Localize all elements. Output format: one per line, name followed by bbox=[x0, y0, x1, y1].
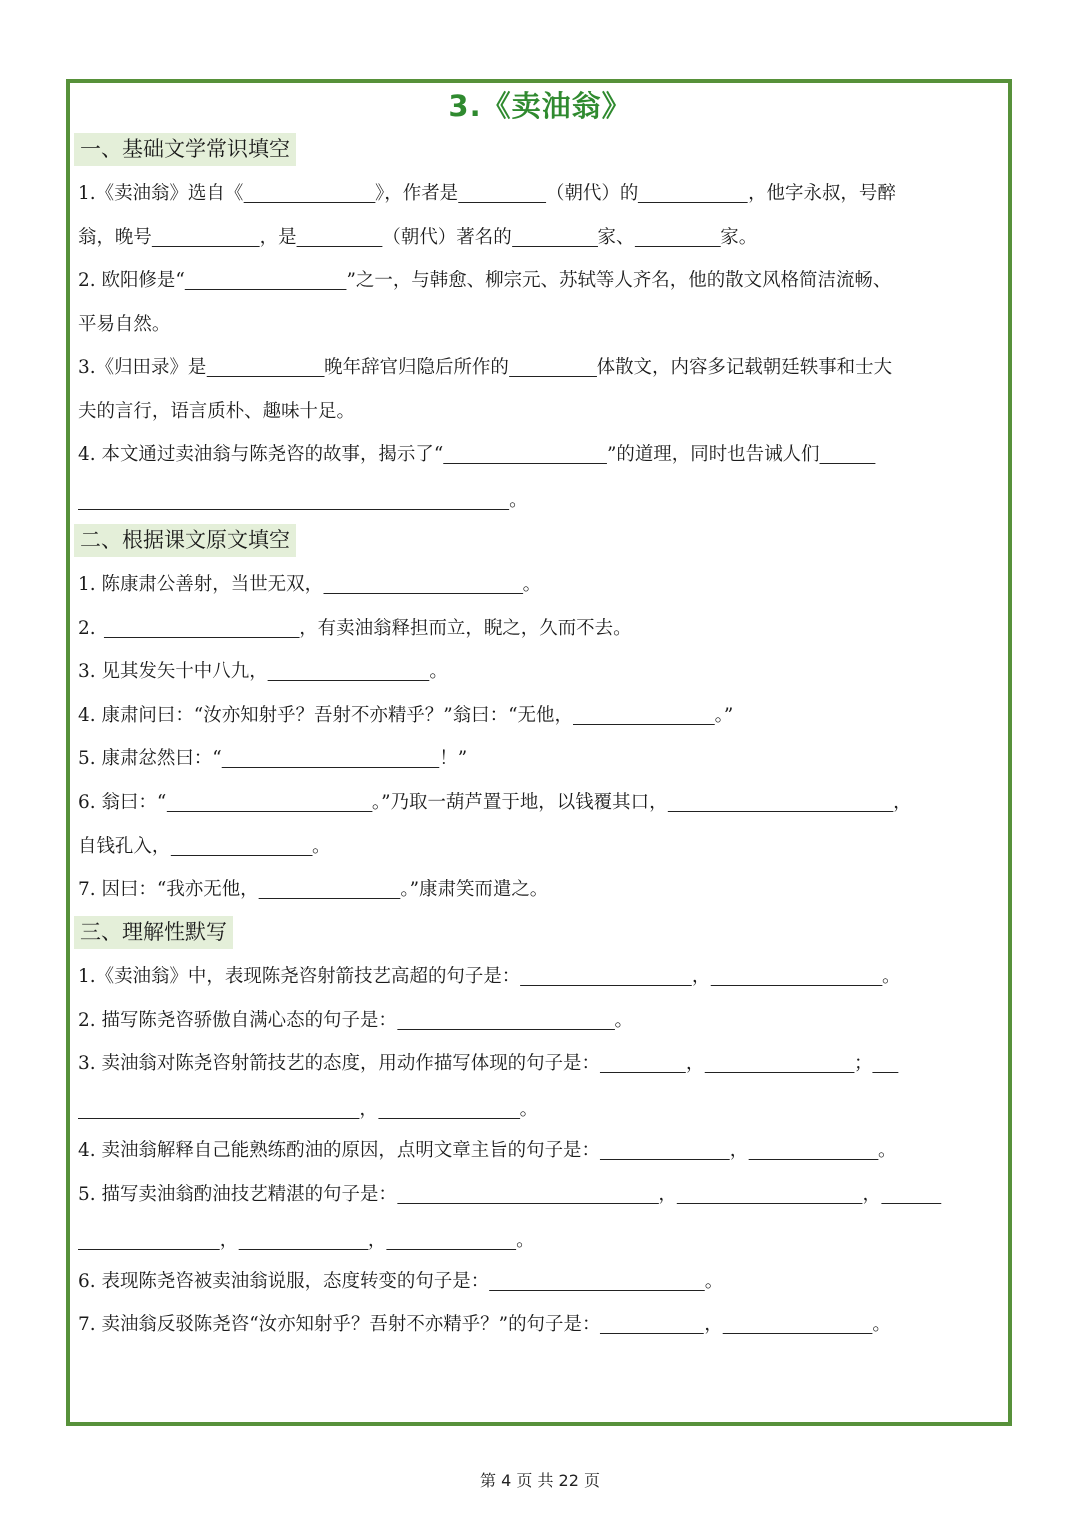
answer-blank[interactable] bbox=[819, 443, 875, 464]
answer-blank[interactable] bbox=[297, 226, 383, 247]
question-line: 4. 本文通过卖油翁与陈尧咨的故事，揭示了“ ”的道理，同时也告诫人们 bbox=[78, 441, 1004, 469]
answer-blank[interactable] bbox=[222, 747, 440, 768]
answer-blank[interactable] bbox=[600, 1139, 730, 1160]
answer-blank[interactable] bbox=[704, 1052, 854, 1073]
question-line: 3. 见其发矢十中八九， 。 bbox=[78, 661, 448, 682]
answer-blank[interactable] bbox=[710, 965, 882, 986]
answer-blank[interactable] bbox=[323, 573, 523, 594]
answer-blank[interactable] bbox=[872, 1052, 898, 1073]
answer-blank[interactable] bbox=[397, 1009, 615, 1030]
question-line: ， 。 bbox=[78, 1096, 1004, 1124]
answer-blank[interactable] bbox=[600, 1313, 704, 1334]
section-heading-2: 二、根据课文原文填空 bbox=[74, 524, 296, 557]
answer-blank[interactable] bbox=[509, 356, 597, 377]
answer-blank[interactable] bbox=[78, 489, 509, 510]
answer-blank[interactable] bbox=[166, 791, 372, 812]
question-line: 1.《卖油翁》选自《 》，作者是 （朝代）的 ，他字永叔，号醉 bbox=[78, 183, 896, 204]
answer-blank[interactable] bbox=[78, 1229, 220, 1250]
answer-blank[interactable] bbox=[512, 226, 598, 247]
question-line: 3.《归田录》是 晚年辞官归隐后所作的 体散文，内容多记载朝廷轶事和士大 bbox=[78, 357, 893, 378]
answer-blank[interactable] bbox=[78, 1098, 359, 1119]
answer-blank[interactable] bbox=[573, 704, 715, 725]
question-line: ， ， 。 bbox=[78, 1227, 1004, 1255]
page-footer: 第 4 页 共 22 页 bbox=[480, 1471, 600, 1490]
question-line: 2. 描写陈尧咨骄傲自满心态的句子是： 。 bbox=[78, 1010, 633, 1031]
answer-blank[interactable] bbox=[259, 878, 401, 899]
answer-blank[interactable] bbox=[268, 660, 430, 681]
question-line: 7. 卖油翁反驳陈尧咨“汝亦知射乎？吾射不亦精乎？”的句子是： ， 。 bbox=[78, 1314, 891, 1335]
question-line: 1. 陈康肃公善射，当世无双， 。 bbox=[78, 574, 542, 595]
answer-blank[interactable] bbox=[397, 1183, 658, 1204]
answer-blank[interactable] bbox=[378, 1098, 520, 1119]
answer-blank[interactable] bbox=[238, 1229, 368, 1250]
question-line: 5. 描写卖油翁酌油技艺精湛的句子是： ， ， bbox=[78, 1181, 1004, 1209]
answer-blank[interactable] bbox=[104, 617, 300, 638]
answer-blank[interactable] bbox=[152, 226, 260, 247]
question-line: 7. 因曰：“我亦无他， 。”康肃笑而遣之。 bbox=[78, 879, 549, 900]
answer-blank[interactable] bbox=[520, 965, 692, 986]
section-heading-3: 三、理解性默写 bbox=[74, 916, 233, 949]
answer-blank[interactable] bbox=[206, 356, 324, 377]
answer-blank[interactable] bbox=[881, 1183, 941, 1204]
question-line: 1.《卖油翁》中，表现陈尧咨射箭技艺高超的句子是： ， 。 bbox=[78, 966, 901, 987]
question-line: 4. 康肃问曰：“汝亦知射乎？吾射不亦精乎？”翁曰：“无他， 。” bbox=[78, 705, 734, 726]
question-line: 6. 表现陈尧咨被卖油翁说服，态度转变的句子是： 。 bbox=[78, 1271, 724, 1292]
question-line: 自钱孔入， 。 bbox=[78, 836, 331, 857]
answer-blank[interactable] bbox=[458, 182, 546, 203]
question-line: 6. 翁曰：“ 。”乃取一葫芦置于地，以钱覆其口， ， bbox=[78, 792, 912, 813]
question-line: 4. 卖油翁解释自己能熟练酌油的原因，点明文章主旨的句子是： ， 。 bbox=[78, 1140, 897, 1161]
question-line: 平易自然。 bbox=[78, 314, 171, 335]
question-line: 。 bbox=[78, 487, 1004, 515]
answer-blank[interactable] bbox=[170, 835, 312, 856]
section-heading-1: 一、基础文学常识填空 bbox=[74, 133, 296, 166]
answer-blank[interactable] bbox=[638, 182, 748, 203]
answer-blank[interactable] bbox=[489, 1270, 705, 1291]
answer-blank[interactable] bbox=[185, 269, 347, 290]
answer-blank[interactable] bbox=[243, 182, 375, 203]
question-line: 5. 康肃忿然曰：“ ！” bbox=[78, 748, 468, 769]
answer-blank[interactable] bbox=[668, 791, 894, 812]
answer-blank[interactable] bbox=[677, 1183, 863, 1204]
question-line: 3. 卖油翁对陈尧咨射箭技艺的态度，用动作描写体现的句子是： ， ； bbox=[78, 1050, 1004, 1078]
answer-blank[interactable] bbox=[386, 1229, 516, 1250]
answer-blank[interactable] bbox=[748, 1139, 878, 1160]
question-line: 2. ，有卖油翁释担而立，睨之，久而不去。 bbox=[78, 618, 632, 639]
question-line: 夫的言行，语言质朴、趣味十足。 bbox=[78, 401, 355, 422]
answer-blank[interactable] bbox=[723, 1313, 873, 1334]
answer-blank[interactable] bbox=[634, 226, 720, 247]
question-line: 翁，晚号 ，是 （朝代）著名的 家、 家。 bbox=[78, 227, 758, 248]
answer-blank[interactable] bbox=[600, 1052, 686, 1073]
answer-blank[interactable] bbox=[443, 443, 607, 464]
question-line: 2. 欧阳修是“ ”之一，与韩愈、柳宗元、苏轼等人齐名，他的散文风格简洁流畅、 bbox=[78, 270, 892, 291]
page-title: 3.《卖油翁》 bbox=[448, 89, 632, 123]
